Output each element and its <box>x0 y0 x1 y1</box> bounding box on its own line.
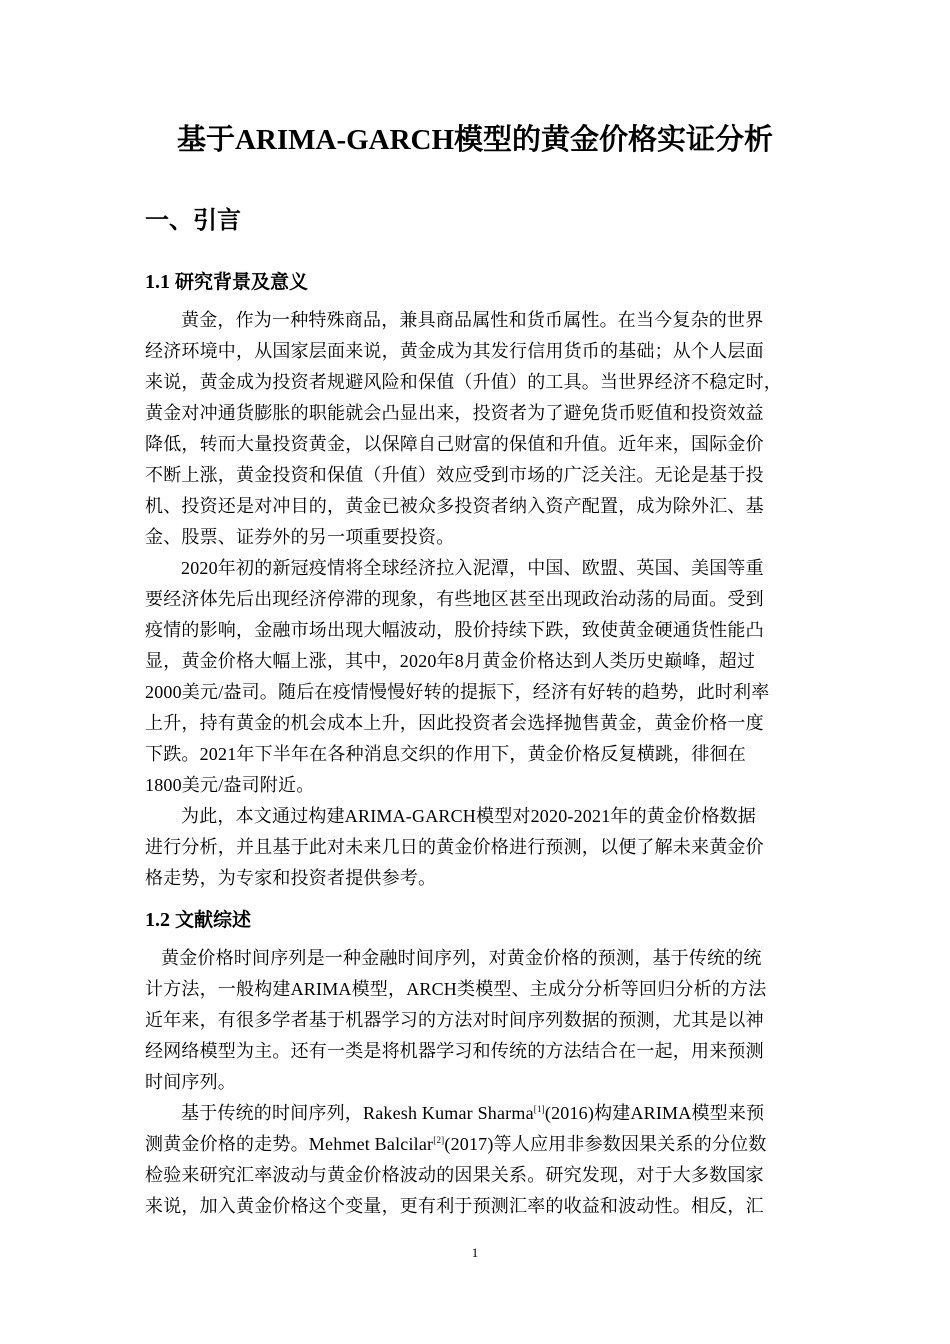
text-line: 下跌。2021年下半年在各种消息交织的作用下，黄金价格反复横跳，徘徊在 <box>145 744 746 764</box>
text-line: 降低，转而大量投资黄金，以保障自己财富的保值和升值。近年来，国际金价 <box>145 434 764 454</box>
text-line: 测黄金价格的走势。Mehmet Balcilar[2](2017)等人应用非参数因果关系的分位数 <box>145 1134 767 1154</box>
text-line: 要经济体先后出现经济停滞的现象，有些地区甚至出现政治动荡的局面。受到 <box>145 589 764 609</box>
text-line: 时间序列。 <box>145 1072 236 1092</box>
text-line: 机、投资还是对冲目的，黄金已被众多投资者纳入资产配置，成为除外汇、基 <box>145 496 764 516</box>
subsection-title: 文献综述 <box>175 909 252 931</box>
text-line: 1800美元/盎司附近。 <box>145 775 315 795</box>
text-line: 格走势，为专家和投资者提供参考。 <box>145 868 437 888</box>
text-line: 显，黄金价格大幅上涨，其中，2020年8月黄金价格达到人类历史巅峰，超过 <box>145 651 756 671</box>
text-line: 上升，持有黄金的机会成本上升，因此投资者会选择抛售黄金，黄金价格一度 <box>145 713 764 733</box>
text-line: 进行分析，并且基于此对未来几日的黄金价格进行预测，以便了解未来黄金价 <box>145 837 764 857</box>
citation-ref[interactable]: [1] <box>533 1104 545 1114</box>
text-line: 黄金，作为一种特殊商品，兼具商品属性和货币属性。在当今复杂的世界 <box>181 310 764 330</box>
page-number: 1 <box>471 1245 479 1260</box>
subsection-title: 研究背景及意义 <box>175 271 309 293</box>
text-line: 2000美元/盎司。随后在疫情慢慢好转的提振下，经济有好转的趋势，此时利率 <box>145 682 770 702</box>
text-line: 黄金对冲通货膨胀的职能就会凸显出来，投资者为了避免货币贬值和投资效益 <box>145 403 764 423</box>
text-line: 计方法，一般构建ARIMA模型，ARCH类模型、主成分分析等回归分析的方法 <box>145 979 767 999</box>
background-paragraphs <box>145 305 815 894</box>
text-line: 为此，本文通过构建ARIMA-GARCH模型对2020-2021年的黄金价格数据 <box>181 806 756 826</box>
text-line: 来说，黄金成为投资者规避风险和保值（升值）的工具。当世界经济不稳定时， <box>145 372 782 392</box>
text-line: 检验来研究汇率波动与黄金价格波动的因果关系。研究发现，对于大多数国家 <box>145 1165 764 1185</box>
text-line: 2020年初的新冠疫情将全球经济拉入泥潭，中国、欧盟、英国、美国等重 <box>181 558 764 578</box>
subsection-number: 1.1 <box>145 271 170 293</box>
document-title: 基于ARIMA-GARCH模型的黄金价格实证分析 <box>176 124 774 156</box>
text-line: 金、股票、证券外的另一项重要投资。 <box>145 527 455 547</box>
text-line: 疫情的影响，金融市场出现大幅波动，股价持续下跌，致使黄金硬通货性能凸 <box>145 620 764 640</box>
subsection-heading-literature-review <box>145 904 251 936</box>
section-heading-introduction: 一、引言 <box>145 206 241 234</box>
text-line: 近年来，有很多学者基于机器学习的方法对时间序列数据的预测，尤其是以神 <box>145 1010 764 1030</box>
text-line: 经网络模型为主。还有一类是将机器学习和传统的方法结合在一起，用来预测 <box>145 1041 764 1061</box>
text-line: 来说，加入黄金价格这个变量，更有利于预测汇率的收益和波动性。相反，汇 <box>145 1196 764 1216</box>
text-line: 基于传统的时间序列，Rakesh Kumar Sharma[1](2016)构建ARIMA模型来预 <box>181 1103 765 1123</box>
text-line: 不断上涨，黄金投资和保值（升值）效应受到市场的广泛关注。无论是基于投 <box>145 465 764 485</box>
literature-paragraphs <box>145 943 815 1222</box>
text-line: 黄金价格时间序列是一种金融时间序列，对黄金价格的预测，基于传统的统 <box>161 948 762 968</box>
text-line: 经济环境中，从国家层面来说，黄金成为其发行信用货币的基础；从个人层面 <box>145 341 764 361</box>
citation-ref[interactable]: [2] <box>433 1135 445 1145</box>
subsection-number: 1.2 <box>145 909 170 931</box>
subsection-heading-background <box>145 266 308 298</box>
